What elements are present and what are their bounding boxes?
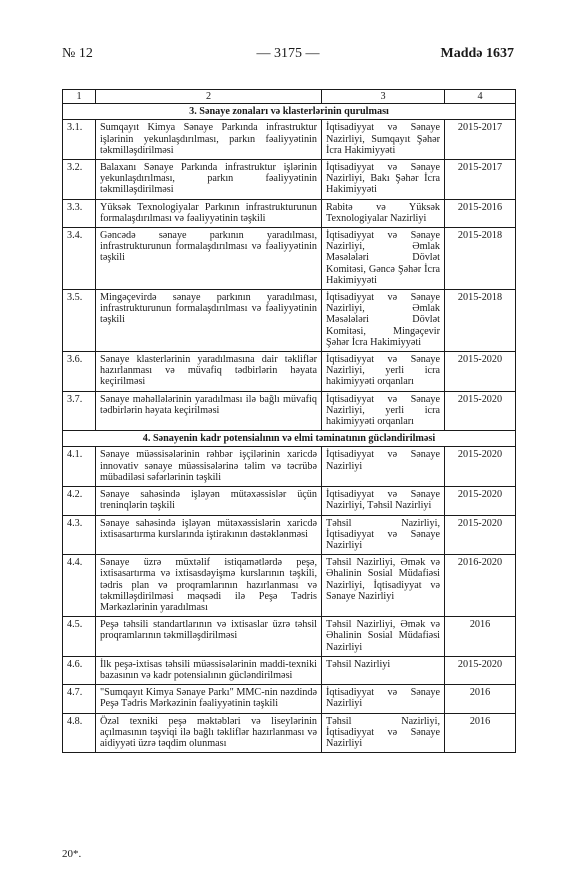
responsible-bodies: İqtisadiyyat və Sənaye Nazirliyi, Əmlak Məsələləri Dövlət Komitəsi, Gəncə Şəhər İcra Hakimiyyəti bbox=[322, 228, 445, 290]
issue-number: № 12 bbox=[62, 46, 93, 61]
row-number: 4.3. bbox=[63, 515, 96, 555]
execution-period: 2016 bbox=[445, 713, 516, 753]
row-number: 4.4. bbox=[63, 555, 96, 617]
row-number: 3.2. bbox=[63, 160, 96, 200]
table-row bbox=[63, 555, 516, 617]
table-row bbox=[63, 160, 516, 200]
page-number: — 3175 — bbox=[256, 46, 320, 61]
footer-signature: 20*. bbox=[62, 848, 82, 860]
table-row bbox=[63, 199, 516, 227]
row-number: 4.1. bbox=[63, 447, 96, 487]
execution-period: 2015-2020 bbox=[445, 487, 516, 515]
responsible-bodies: Təhsil Nazirliyi, Əmək və Əhalinin Sosial Müdafiəsi Nazirliyi bbox=[322, 617, 445, 657]
task-description: Sənaye üzrə müxtəlif istiqamətlərdə peşə, ixtisasartırma və ixtisasdəyişmə kurslarının təşkili, tədris plan və proqramlarının hazırlanması və təkmilləşdirilməsi məqsədi ilə Peşə Tədris Mərkəzlərinin yaradılması bbox=[96, 555, 322, 617]
execution-period: 2016-2020 bbox=[445, 555, 516, 617]
execution-period: 2016 bbox=[445, 617, 516, 657]
page-header bbox=[62, 46, 514, 66]
column-number: 4 bbox=[445, 90, 516, 104]
table-row bbox=[63, 487, 516, 515]
row-number: 3.7. bbox=[63, 391, 96, 431]
column-number: 2 bbox=[96, 90, 322, 104]
execution-period: 2015-2017 bbox=[445, 120, 516, 160]
table-row bbox=[63, 391, 516, 431]
table-row bbox=[63, 713, 516, 753]
table-row bbox=[63, 515, 516, 555]
row-number: 3.4. bbox=[63, 228, 96, 290]
execution-period: 2015-2020 bbox=[445, 391, 516, 431]
responsible-bodies: İqtisadiyyat və Sənaye Nazirliyi, Bakı Şəhər İcra Hakimiyyəti bbox=[322, 160, 445, 200]
section-header-row bbox=[63, 104, 516, 120]
column-number: 1 bbox=[63, 90, 96, 104]
responsible-bodies: İqtisadiyyat və Sənaye Nazirliyi bbox=[322, 685, 445, 713]
task-description: Gəncədə sənaye parkının yaradılması, infrastrukturunun formalaşdırılması və fəaliyyətinin təşkili bbox=[96, 228, 322, 290]
responsible-bodies: İqtisadiyyat və Sənaye Nazirliyi, Əmlak Məsələləri Dövlət Komitəsi, Mingəçevir Şəhər İcra Hakimiyyəti bbox=[322, 290, 445, 352]
section-header-row bbox=[63, 431, 516, 447]
execution-period: 2015-2020 bbox=[445, 352, 516, 392]
table-row bbox=[63, 447, 516, 487]
table-row bbox=[63, 228, 516, 290]
execution-period: 2015-2017 bbox=[445, 160, 516, 200]
execution-period: 2015-2018 bbox=[445, 290, 516, 352]
responsible-bodies: İqtisadiyyat və Sənaye Nazirliyi, yerli icra hakimiyyəti orqanları bbox=[322, 352, 445, 392]
task-description: İlk peşə-ixtisas təhsili müəssisələrinin maddi-texniki bazasının və kadr potensialının gücləndirilməsi bbox=[96, 656, 322, 684]
table-row bbox=[63, 685, 516, 713]
article-number: Maddə 1637 bbox=[440, 46, 514, 61]
responsible-bodies: Təhsil Nazirliyi, İqtisadiyyat və Sənaye Nazirliyi bbox=[322, 713, 445, 753]
section-title: 4. Sənayenin kadr potensialının və elmi təminatının gücləndirilməsi bbox=[63, 431, 516, 447]
execution-period: 2015-2020 bbox=[445, 656, 516, 684]
task-description: Sənaye sahəsində işləyən mütəxəssislər üçün treninqlərin təşkili bbox=[96, 487, 322, 515]
row-number: 4.5. bbox=[63, 617, 96, 657]
execution-period: 2016 bbox=[445, 685, 516, 713]
execution-period: 2015-2018 bbox=[445, 228, 516, 290]
row-number: 4.7. bbox=[63, 685, 96, 713]
task-description: Mingəçevirdə sənaye parkının yaradılması, infrastrukturunun formalaşdırılması və fəaliyyətinin təşkili bbox=[96, 290, 322, 352]
row-number: 3.5. bbox=[63, 290, 96, 352]
row-number: 3.3. bbox=[63, 199, 96, 227]
responsible-bodies: Təhsil Nazirliyi, İqtisadiyyat və Sənaye Nazirliyi bbox=[322, 515, 445, 555]
row-number: 3.1. bbox=[63, 120, 96, 160]
task-description: Sənaye müəssisələrinin rəhbər işçilərinin xaricdə innovativ sənaye müəssisələrinə təlim və təcrübə mübadiləsi səfərlərinin təşkili bbox=[96, 447, 322, 487]
responsible-bodies: İqtisadiyyat və Sənaye Nazirliyi, yerli icra hakimiyyəti orqanları bbox=[322, 391, 445, 431]
task-description: "Sumqayıt Kimya Sənaye Parkı" MMC-nin nəzdində Peşə Tədris Mərkəzinin fəaliyyətinin təşkili bbox=[96, 685, 322, 713]
task-description: Özəl texniki peşə məktəbləri və liseylərinin açılmasının təşviqi ilə bağlı təkliflər hazırlanması və aidiyyəti üzrə təqdim olunması bbox=[96, 713, 322, 753]
row-number: 3.6. bbox=[63, 352, 96, 392]
table-row bbox=[63, 656, 516, 684]
task-description: Balaxanı Sənaye Parkında infrastruktur işlərinin yekunlaşdırılması, parkın fəaliyyətinin təkmilləşdirilməsi bbox=[96, 160, 322, 200]
task-description: Sənaye məhəllələrinin yaradılması ilə bağlı müvafiq tədbirlərin həyata keçirilməsi bbox=[96, 391, 322, 431]
execution-period: 2015-2020 bbox=[445, 447, 516, 487]
section-title: 3. Sənaye zonaları və klasterlərinin qurulması bbox=[63, 104, 516, 120]
task-description: Sənaye sahəsində işləyən mütəxəssislərin xaricdə ixtisasartırma kurslarında iştirakının dəstəklənməsi bbox=[96, 515, 322, 555]
task-description: Yüksək Texnologiyalar Parkının infrastrukturunun formalaşdırılması və fəaliyyətinin təşkili bbox=[96, 199, 322, 227]
row-number: 4.6. bbox=[63, 656, 96, 684]
responsible-bodies: İqtisadiyyat və Sənaye Nazirliyi, Sumqayıt Şəhər İcra Hakimiyyəti bbox=[322, 120, 445, 160]
table-row bbox=[63, 617, 516, 657]
table-row bbox=[63, 352, 516, 392]
task-description: Sənaye klasterlərinin yaradılmasına dair təkliflər hazırlanması və müvafiq tədbirlərin həyata keçirilməsi bbox=[96, 352, 322, 392]
row-number: 4.2. bbox=[63, 487, 96, 515]
responsible-bodies: Rabitə və Yüksək Texnologiyalar Nazirliyi bbox=[322, 199, 445, 227]
responsible-bodies: İqtisadiyyat və Sənaye Nazirliyi bbox=[322, 447, 445, 487]
column-number: 3 bbox=[322, 90, 445, 104]
responsible-bodies: Təhsil Nazirliyi, Əmək və Əhalinin Sosial Müdafiəsi Nazirliyi, İqtisadiyyat və Sənaye Nazirliyi bbox=[322, 555, 445, 617]
table-row bbox=[63, 120, 516, 160]
execution-period: 2015-2016 bbox=[445, 199, 516, 227]
task-description: Peşə təhsili standartlarının və ixtisaslar üzrə təhsil proqramlarının təkmilləşdirilməsi bbox=[96, 617, 322, 657]
action-plan-table bbox=[62, 89, 516, 753]
column-number-row bbox=[63, 90, 516, 104]
row-number: 4.8. bbox=[63, 713, 96, 753]
task-description: Sumqayıt Kimya Sənaye Parkında infrastruktur işlərinin yekunlaşdırılması, parkın fəaliyyətinin təkmilləşdirilməsi bbox=[96, 120, 322, 160]
table-row bbox=[63, 290, 516, 352]
responsible-bodies: Təhsil Nazirliyi bbox=[322, 656, 445, 684]
execution-period: 2015-2020 bbox=[445, 515, 516, 555]
responsible-bodies: İqtisadiyyat və Sənaye Nazirliyi, Təhsil Nazirliyi bbox=[322, 487, 445, 515]
